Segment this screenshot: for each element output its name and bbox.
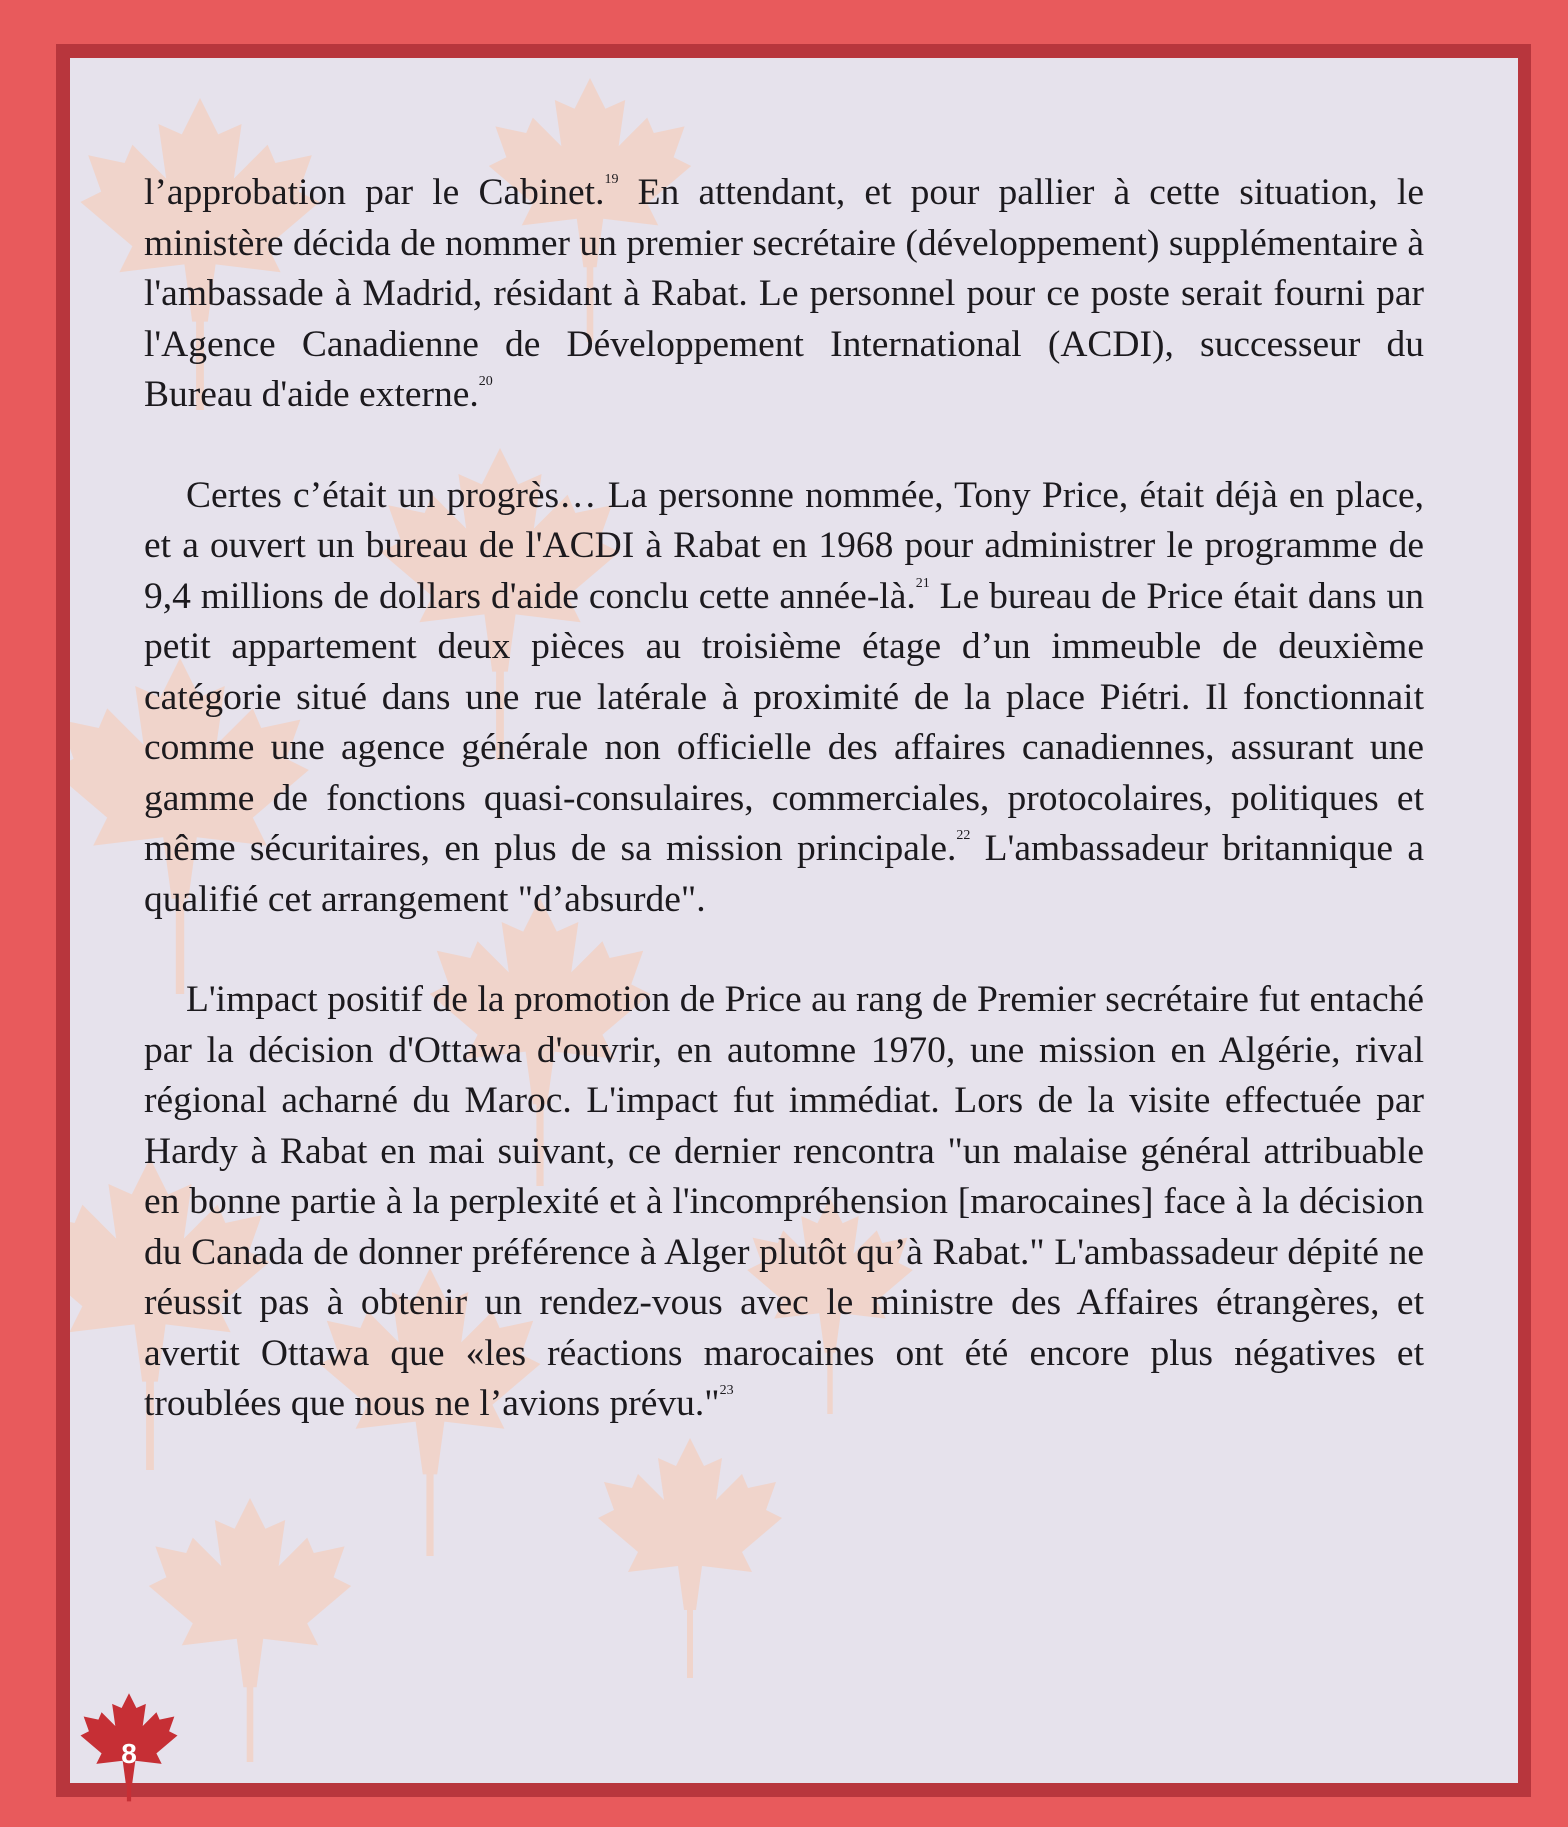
body-text bbox=[144, 168, 1424, 1430]
maple-leaf-icon bbox=[598, 1438, 782, 1678]
footnote-marker: 21 bbox=[915, 575, 930, 591]
paragraph bbox=[144, 975, 1424, 1430]
footnote-marker: 20 bbox=[478, 374, 493, 389]
paragraph-text: L'ambassadeur britannique a qualifié cet arrangement "d’absurde". bbox=[144, 828, 1425, 920]
page-number: 8 bbox=[121, 1738, 137, 1769]
footnote-marker: 23 bbox=[719, 1383, 734, 1398]
paragraph-text: l’approbation par le Cabinet. bbox=[144, 172, 605, 213]
paragraph bbox=[144, 471, 1424, 926]
paragraph-text: Certes c’était un progrès… La personne nommée, Tony Price, était déjà en place, et a ouvert un bureau de l'ACDI à Rabat en 1968 pour administrer le programme de 9,4 millions de dollars d'aide conclu cette année-là. bbox=[144, 474, 1424, 617]
footnote-marker: 19 bbox=[604, 172, 619, 187]
paragraph-text: En attendant, et pour pallier à cette situation, le ministère décida de nommer un premier secrétaire (développement) supplémentaire à l'ambassade à Madrid, résidant à Rabat. Le personnel pour ce poste serait fourni par l'Agence Canadienne de Développement International (ACDI), successeur du Bureau d'aide externe. bbox=[144, 172, 1424, 415]
footnote-marker: 22 bbox=[956, 828, 971, 843]
paragraph-text: L'impact positif de la promotion de Price au rang de Premier secrétaire fut entaché par la décision d'Ottawa d'ouvrir, en automne 1970, une mission en Algérie, rival régional acharné du Maroc. L'impact fut immédiat. Lors de la visite effectuée par Hardy à Rabat en mai suivant, ce dernier rencontra "un malaise général attribuable en bonne partie à la perplexité et à l'incompréhension [marocaines] face à la décision du Canada de donner préférence à Alger plutôt qu’à Rabat." L'ambassadeur dépité ne réussit pas à obtenir un rendez-vous avec le ministre des Affaires étrangères, et avertit Ottawa que «les réactions marocaines ont été encore plus négatives et troublées que nous ne l’avions prévu." bbox=[144, 979, 1424, 1424]
document-page bbox=[70, 58, 1518, 1783]
paragraph-text: Le bureau de Price était dans un petit appartement deux pièces au troisième étage d’un immeuble de deuxième catégorie situé dans une rue latérale à proximité de la place Piétri. Il fonctionnait comme une agence générale non officielle des affaires canadiennes, assurant une gamme de fonctions quasi-consulaires, commerciales, protocolaires, politiques et même sécuritaires, en plus de sa mission principale. bbox=[144, 575, 1424, 869]
paragraph bbox=[144, 168, 1424, 421]
